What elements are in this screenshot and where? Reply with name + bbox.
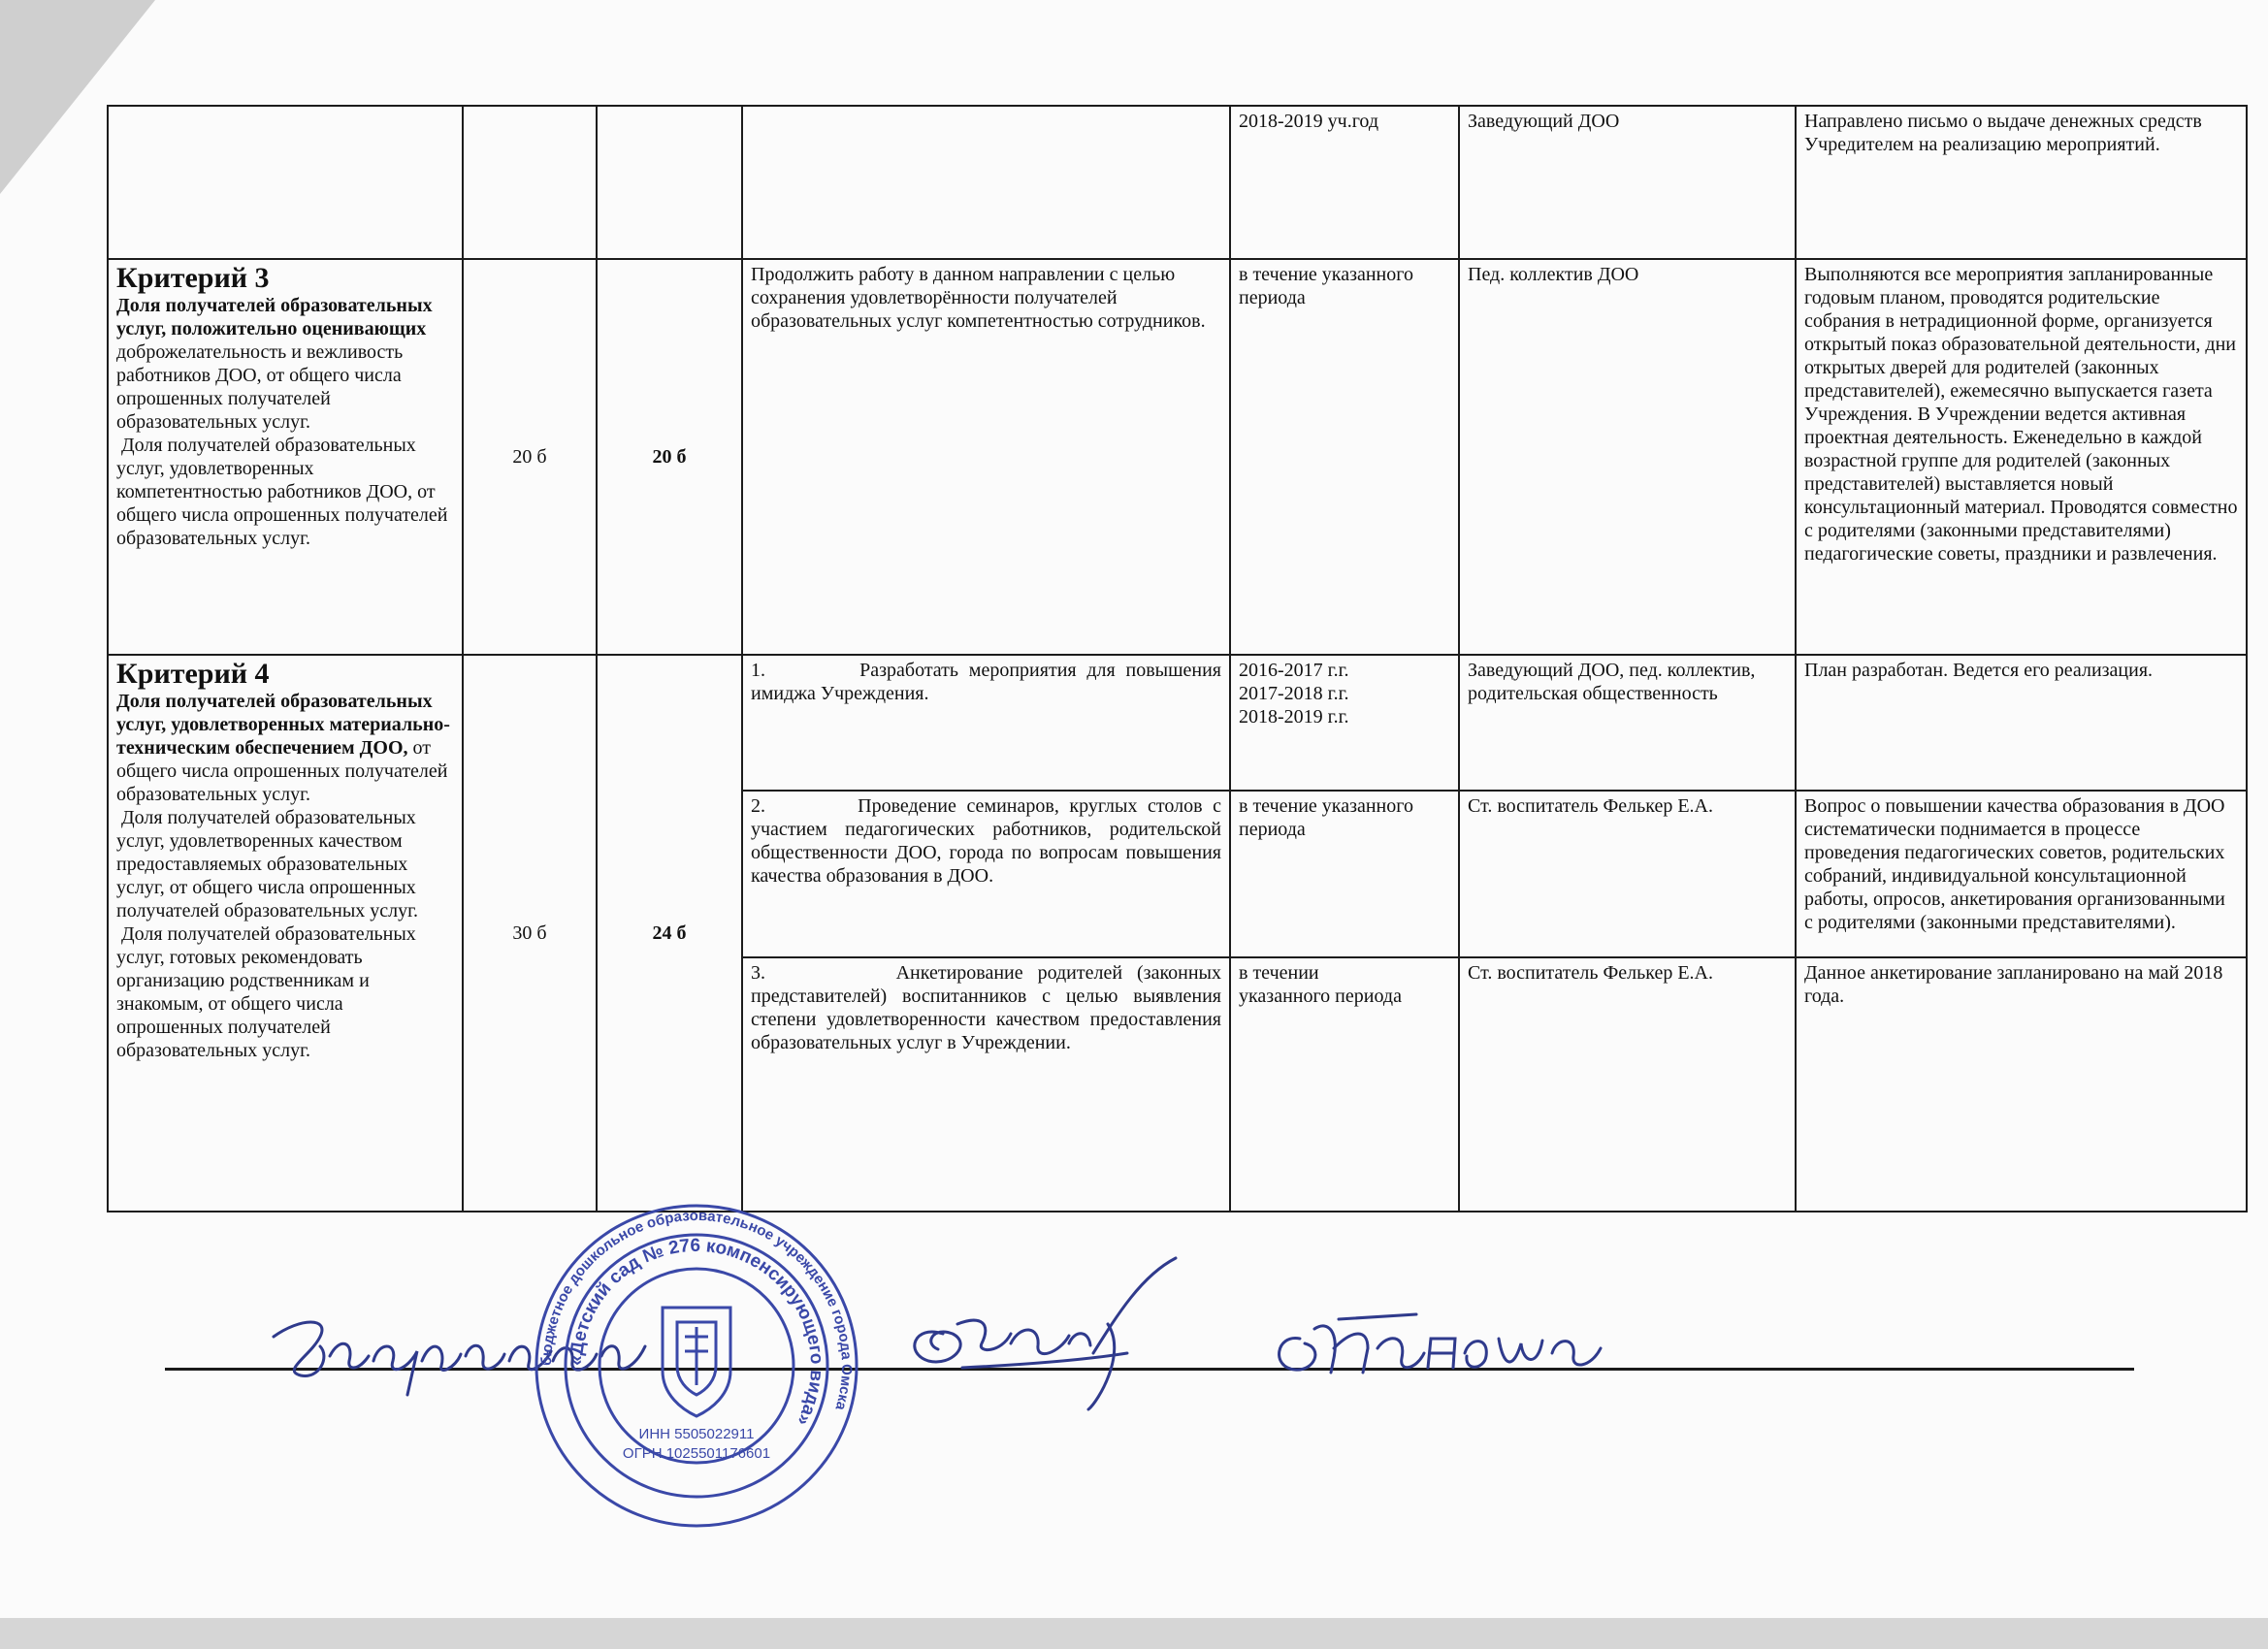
signature-center (885, 1256, 1195, 1411)
criterion-4-title: Критерий 4 (116, 658, 270, 690)
criterion-4-score: 24 б (597, 655, 742, 1212)
organization-stamp (532, 1201, 861, 1531)
criterion-3-responsible: Пед. коллектив ДОО (1459, 259, 1796, 655)
criterion-3-period: в течение указанного периода (1230, 259, 1459, 655)
score-cell-empty (597, 106, 742, 259)
criteria-table (107, 105, 2248, 1212)
criterion-4-result-2: Вопрос о повышении качества образования в ДОО систематически поднимается в процессе проведения педагогических советов, родительских собраний, индивидуальной консультационной работы, опросов, анкетирования организованными с родителями (законными представителями). (1796, 791, 2247, 957)
table-row-criterion-4-item-1 (108, 655, 2247, 791)
criterion-3-result: Выполняются все мероприятия запланированные годовым планом, проводятся родительские собрания в нетрадиционной форме, организуется открытый показ образовательной деятельности, дни открытых дверей для родителей (законных представителей), ежемесячно выпускается газета Учреждения. В Учреждении ведется активная проектная деятельность. Еженедельно в каждой возрастной группе для родителей (законных представителей) выставляется новый консультационный материал. Проводятся совместно с родителями (законными представителями) педагогические советы, праздники и развлечения. (1796, 259, 2247, 655)
max-score-cell-empty (463, 106, 597, 259)
criterion-3-measure: Продолжить работу в данном направлении с целью сохранения удовлетворённости получателей образовательных услуг компетентностью сотрудников. (742, 259, 1230, 655)
criterion-4-responsible-2: Ст. воспитатель Фелькер Е.А. (1459, 791, 1796, 957)
stamp-ogrn: ОГРН 1025501176601 (622, 1445, 771, 1462)
criterion-4-measure-3: 3. Анкетирование родителей (законных представителей) воспитанников с целью выявления степени удовлетворенности качеством предоставления образовательных услуг в Учреждении. (742, 957, 1230, 1212)
criterion-3-desc-2: Доля получателей образовательных услуг, удовлетворенных компетентностью работников ДОО, от общего числа опрошенных получателей образовательных услуг. (116, 435, 448, 549)
criterion-4-result-3: Данное анкетирование запланировано на май 2018 года. (1796, 957, 2247, 1212)
criterion-4-measure-1: 1. Разработать мероприятия для повышения имиджа Учреждения. (742, 655, 1230, 791)
stamp-inn: ИНН 5505022911 (638, 1426, 755, 1442)
criterion-3-title: Критерий 3 (116, 262, 270, 294)
criterion-4-period-3: в течении указанного периода (1230, 957, 1459, 1212)
criterion-3-desc-bold: Доля получателей образовательных услуг, положительно оценивающих (116, 295, 433, 340)
criterion-4-responsible-3: Ст. воспитатель Фелькер Е.А. (1459, 957, 1796, 1212)
signature-right (1261, 1290, 1630, 1397)
measure-cell-empty (742, 106, 1230, 259)
responsible-cell: Заведующий ДОО (1459, 106, 1796, 259)
criterion-4-period-1: 2016-2017 г.г. 2017-2018 г.г. 2018-2019 г.г. (1230, 655, 1459, 791)
criterion-4-desc-2: Доля получателей образовательных услуг, удовлетворенных качеством предоставляемых образовательных услуг, от общего числа опрошенных получателей образовательных услуг. (116, 807, 419, 922)
scanner-bottom-edge (0, 1618, 2268, 1649)
table-row-continuation (108, 106, 2247, 259)
criterion-4-responsible-1: Заведующий ДОО, пед. коллектив, родительская общественность (1459, 655, 1796, 791)
criterion-4-max-score: 30 б (463, 655, 597, 1212)
criterion-4-period-2: в течение указанного периода (1230, 791, 1459, 957)
criterion-3-max-score: 20 б (463, 259, 597, 655)
criterion-3-desc-rest: доброжелательность и вежливость работников ДОО, от общего числа опрошенных получателей образовательных услуг. (116, 341, 404, 433)
result-cell: Направлено письмо о выдаче денежных средств Учредителем на реализацию мероприятий. (1796, 106, 2247, 259)
criterion-4-desc-rest: от общего числа опрошенных получателей образовательных услуг. (116, 737, 448, 805)
criterion-4-desc-3: Доля получателей образовательных услуг, готовых рекомендовать организацию родственникам и знакомым, от общего числа опрошенных получателей образовательных услуг. (116, 923, 416, 1061)
criterion-cell-empty (108, 106, 463, 259)
criterion-4-result-1: План разработан. Ведется его реализация. (1796, 655, 2247, 791)
criterion-3-description (108, 259, 463, 655)
stamp-inner-text: «Детский сад № 276 компенсирующего вида» (566, 1235, 827, 1430)
criterion-3-score: 20 б (597, 259, 742, 655)
table-row-criterion-3 (108, 259, 2247, 655)
stamp-coat-of-arms (663, 1308, 730, 1416)
criterion-4-description (108, 655, 463, 1212)
criterion-4-desc-bold: Доля получателей образовательных услуг, удовлетворенных материально-техническим обеспечением ДОО, (116, 691, 450, 759)
period-cell: 2018-2019 уч.год (1230, 106, 1459, 259)
criterion-4-measure-2: 2. Проведение семинаров, круглых столов с участием педагогических работников, родительской общественности ДОО, города по вопросам повышения качества образования в ДОО. (742, 791, 1230, 957)
stamp-outer-text: бюджетное дошкольное образовательное учреждение города Омска (537, 1207, 856, 1412)
